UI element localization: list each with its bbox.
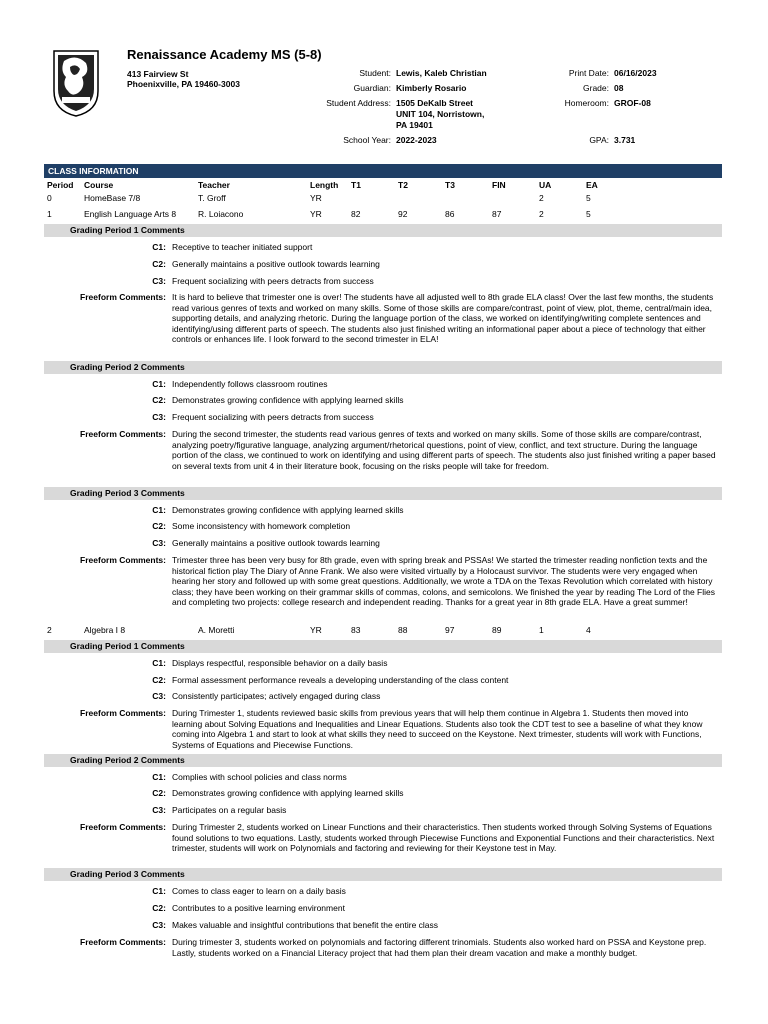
row-t1: 83 (351, 625, 361, 635)
col-header-t2: T2 (398, 180, 408, 190)
ela-gp2-c1: Independently follows classroom routines (172, 379, 328, 389)
student-address-label: Student Address: (326, 98, 391, 108)
school-street: 413 Fairview St (127, 69, 189, 79)
school-crest-logo (52, 47, 100, 117)
col-header-t3: T3 (445, 180, 455, 190)
grade-label: Grade: (583, 83, 609, 93)
guardian-name: Kimberly Rosario (396, 83, 467, 93)
ela-gp3-c3: Generally maintains a positive outlook towards learning (172, 538, 380, 548)
c2-label: C2: (152, 259, 166, 269)
c1-label: C1: (152, 772, 166, 782)
col-header-ua: UA (539, 180, 552, 190)
c2-label: C2: (152, 521, 166, 531)
row-t2: 92 (398, 209, 408, 219)
algebra-gp2-header (44, 754, 722, 767)
grading-period-title: Grading Period 2 Comments (70, 362, 185, 372)
algebra-gp1-c3: Consistently participates; actively engaged during class (172, 691, 381, 701)
algebra-gp2-c3: Participates on a regular basis (172, 805, 287, 815)
row-fin: 89 (492, 625, 502, 635)
row-t3: 86 (445, 209, 455, 219)
algebra-gp1-c2: Formal assessment performance reveals a developing understanding of the class content (172, 675, 509, 685)
col-header-t1: T1 (351, 180, 361, 190)
student-address-line3: PA 19401 (396, 120, 433, 130)
col-header-length: Length (310, 180, 339, 190)
algebra-gp3-c3: Makes valuable and insightful contributions that benefit the entire class (172, 920, 439, 930)
row-fin: 87 (492, 209, 502, 219)
c2-label: C2: (152, 395, 166, 405)
freeform-label: Freeform Comments: (80, 292, 166, 302)
col-header-ea: EA (586, 180, 598, 190)
c3-label: C3: (152, 276, 166, 286)
c2-label: C2: (152, 675, 166, 685)
col-header-period: Period (47, 180, 74, 190)
col-header-course: Course (84, 180, 114, 190)
algebra-gp2-freeform: During Trimester 2, students worked on Linear Functions and their characteristics. Then students worked through Solving Systems of Equations found solutions to two equations. Lastly, students worked through Piecewise Functions and Exponential Functions and their characteristics. Next trimester, students will work on Polynomials and factoring and reviewing for their Keystone test in May. (172, 822, 715, 853)
freeform-label: Freeform Comments: (80, 937, 166, 947)
ela-gp1-freeform: It is hard to believe that trimester one is over! The students have all adjusted well to 8th grade ELA class! Over the last few months, the students read various genres of texts and worked on many skills. Some of those skills are compare/contrast, point of view, plot, theme, central/main idea, supporting details, and analyzing rhetoric. During the language portion of the class, we worked on identifying/writing complete sentences and identifying/using different parts of speech. The students also just finished writing an informational paper about a piece of technology that either controls or enhances life. I look forward to the second trimester in ELA! (172, 292, 714, 344)
grading-period-title: Grading Period 1 Comments (70, 225, 185, 235)
row-course: English Language Arts 8 (84, 209, 177, 219)
row-ea: 5 (586, 209, 591, 219)
col-header-teacher: Teacher (198, 180, 230, 190)
c3-label: C3: (152, 691, 166, 701)
school-name: Renaissance Academy MS (5-8) (127, 47, 322, 62)
c3-label: C3: (152, 538, 166, 548)
row-teacher: T. Groff (198, 193, 226, 203)
algebra-gp3-header (44, 868, 722, 881)
freeform-label: Freeform Comments: (80, 822, 166, 832)
row-course: HomeBase 7/8 (84, 193, 141, 203)
ela-gp1-c3: Frequent socializing with peers detracts from success (172, 276, 374, 286)
ela-gp2-c2: Demonstrates growing confidence with applying learned skills (172, 395, 404, 405)
row-ua: 1 (539, 625, 544, 635)
ela-gp3-header (44, 487, 722, 500)
freeform-label: Freeform Comments: (80, 555, 166, 565)
algebra-gp3-c1: Comes to class eager to learn on a daily basis (172, 886, 346, 896)
algebra-gp2-c1: Complies with school policies and class norms (172, 772, 347, 782)
school-city: Phoenixville, PA 19460-3003 (127, 79, 240, 89)
row-ua: 2 (539, 209, 544, 219)
c1-label: C1: (152, 379, 166, 389)
row-ea: 5 (586, 193, 591, 203)
ela-gp2-header (44, 361, 722, 374)
row-teacher: A. Moretti (198, 625, 235, 635)
ela-gp3-freeform: Trimester three has been very busy for 8th grade, even with spring break and PSSAs! We started the trimester reading nonfiction texts and the historical fiction play The Diary of Anne Frank. We also were visited virtually by a Holocaust survivor. The students were very engaged when hearing her story and followed up with some great questions. Additionally, we wrote a TDA on the Texas Revolution which correlated with history class; they have been working on their grammar skills of commas, colons, and semicolons. We finished the year by reading The Lord of the Flies and completing two projects: college research and independent reading. Thanks for a great year in 8th grade ELA. Have a great summer! (172, 555, 716, 607)
c1-label: C1: (152, 886, 166, 896)
school-year: 2022-2023 (396, 135, 437, 145)
algebra-gp1-freeform: During Trimester 1, students reviewed basic skills from previous years that will help them continue in Algebra 1. Students then moved into learning about Solving Equations and Inequalities and Linear Equations. Students also took the CDT test to see a baseline of what they know coming into Algebra 1 and start to look at what skills they need to succeed on the Keystone. Next trimester, students will work with Functions, Systems of Equations and Piecewise Functions. (172, 708, 703, 750)
freeform-label: Freeform Comments: (80, 708, 166, 718)
c1-label: C1: (152, 505, 166, 515)
col-header-fin: FIN (492, 180, 506, 190)
gpa: 3.731 (614, 135, 636, 145)
grading-period-title: Grading Period 2 Comments (70, 755, 185, 765)
print-date-label: Print Date: (568, 68, 609, 78)
row-teacher: R. Loiacono (198, 209, 244, 219)
class-information-title: CLASS INFORMATION (48, 166, 139, 176)
algebra-gp1-c1: Displays respectful, responsible behavior on a daily basis (172, 658, 388, 668)
homeroom: GROF-08 (614, 98, 651, 108)
ela-gp1-header (44, 224, 722, 237)
homeroom-label: Homeroom: (564, 98, 609, 108)
freeform-label: Freeform Comments: (80, 429, 166, 439)
row-length: YR (310, 193, 322, 203)
grade: 08 (614, 83, 624, 93)
row-period: 1 (47, 209, 52, 219)
c2-label: C2: (152, 788, 166, 798)
ela-gp2-freeform: During the second trimester, the students read various genres of texts and worked on many skills. Some of those skills are compare/contrast, analyzing poetry/figurative language, analyzing argument/rhetorical questions, point of view, conflict, and text structure. During the language portion of the class, we continued to work on identifying and using different parts of speech. The students also just finished writing a paper based on several texts from unit 4 in their literature book, focusing on the risks people will take for freedom. (172, 429, 716, 471)
row-ua: 2 (539, 193, 544, 203)
student-address-line1: 1505 DeKalb Street (396, 98, 474, 108)
row-t1: 82 (351, 209, 361, 219)
student-address-line2: UNIT 104, Norristown, (396, 109, 485, 119)
gpa-label: GPA: (589, 135, 609, 145)
row-period: 2 (47, 625, 52, 635)
algebra-gp3-c2: Contributes to a positive learning environment (172, 903, 345, 913)
c3-label: C3: (152, 920, 166, 930)
row-length: YR (310, 625, 322, 635)
row-length: YR (310, 209, 322, 219)
c3-label: C3: (152, 805, 166, 815)
grading-period-title: Grading Period 1 Comments (70, 641, 185, 651)
algebra-gp1-header (44, 640, 722, 653)
student-name: Lewis, Kaleb Christian (396, 68, 487, 78)
grading-period-title: Grading Period 3 Comments (70, 488, 185, 498)
guardian-label: Guardian: (353, 83, 391, 93)
print-date: 06/16/2023 (614, 68, 657, 78)
student-label: Student: (359, 68, 391, 78)
school-year-label: School Year: (343, 135, 391, 145)
row-t2: 88 (398, 625, 408, 635)
row-ea: 4 (586, 625, 591, 635)
row-t3: 97 (445, 625, 455, 635)
ela-gp3-c2: Some inconsistency with homework completion (172, 521, 351, 531)
ela-gp2-c3: Frequent socializing with peers detracts from success (172, 412, 374, 422)
row-course: Algebra I 8 (84, 625, 126, 635)
grading-period-title: Grading Period 3 Comments (70, 869, 185, 879)
ela-gp3-c1: Demonstrates growing confidence with applying learned skills (172, 505, 404, 515)
c1-label: C1: (152, 242, 166, 252)
c3-label: C3: (152, 412, 166, 422)
class-information-bar (44, 164, 722, 178)
algebra-gp2-c2: Demonstrates growing confidence with applying learned skills (172, 788, 404, 798)
algebra-gp3-freeform: During trimester 3, students worked on polynomials and factoring different trinomials. Students also worked hard on PSSA and Keystone prep. Lastly, students worked on a Financial Literacy project that had them plan their dream vacation and make a monthly budget. (172, 937, 707, 958)
row-period: 0 (47, 193, 52, 203)
c2-label: C2: (152, 903, 166, 913)
c1-label: C1: (152, 658, 166, 668)
ela-gp1-c1: Receptive to teacher initiated support (172, 242, 313, 252)
ela-gp1-c2: Generally maintains a positive outlook towards learning (172, 259, 380, 269)
